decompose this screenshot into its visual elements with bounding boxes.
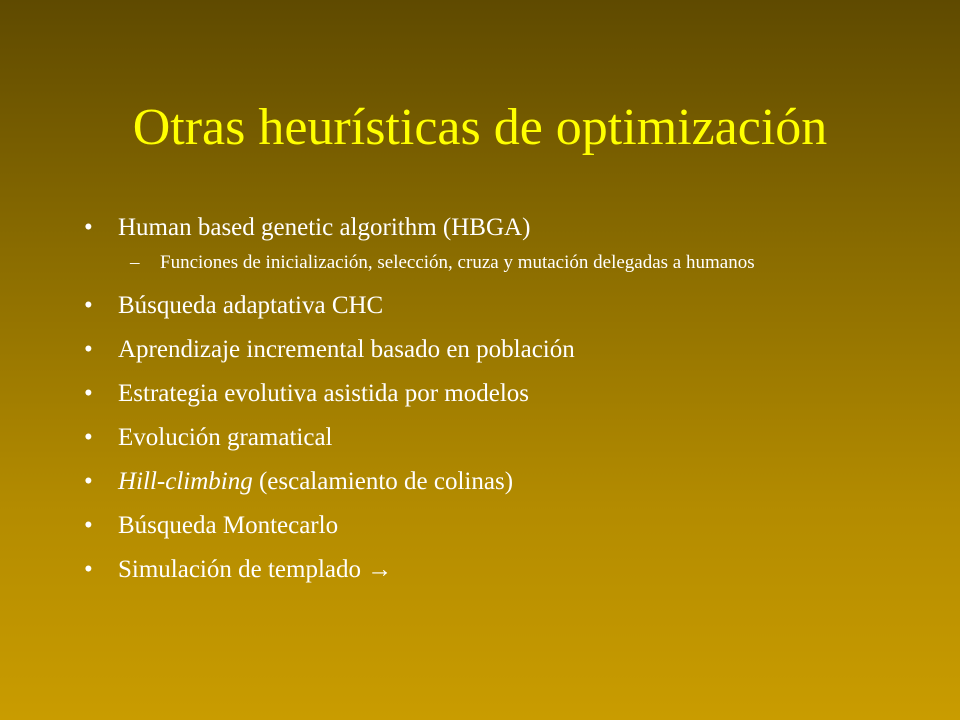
sub-bullet-item bbox=[84, 252, 880, 274]
bullet-marker: • bbox=[84, 380, 93, 407]
bullet-text: Simulación de templado bbox=[118, 556, 362, 583]
bullet-text: (escalamiento de colinas) bbox=[252, 468, 514, 495]
arrow-right-icon: → bbox=[361, 556, 393, 583]
bullet-text: Estrategia evolutiva asistida por modelos bbox=[118, 380, 530, 407]
bullet-list bbox=[84, 212, 884, 598]
bullet-marker: • bbox=[84, 292, 93, 319]
sub-bullet-marker: – bbox=[130, 252, 140, 273]
bullet-text-italic: Hill-climbing bbox=[118, 468, 253, 495]
bullet-marker: • bbox=[84, 336, 93, 363]
bullet-item bbox=[84, 510, 884, 542]
bullet-text: Human based genetic algorithm (HBGA) bbox=[118, 214, 531, 241]
bullet-marker: • bbox=[84, 468, 93, 495]
bullet-item bbox=[84, 422, 884, 454]
bullet-item bbox=[84, 378, 884, 410]
bullet-text: Búsqueda adaptativa CHC bbox=[118, 292, 384, 319]
bullet-item bbox=[84, 290, 884, 322]
bullet-text: Aprendizaje incremental basado en población bbox=[118, 336, 575, 363]
slide-title: Otras heurísticas de optimización bbox=[132, 99, 828, 156]
bullet-marker: • bbox=[84, 214, 93, 241]
bullet-text: Búsqueda Montecarlo bbox=[118, 512, 339, 539]
bullet-item bbox=[84, 212, 884, 244]
bullet-marker: • bbox=[84, 424, 93, 451]
bullet-item bbox=[84, 334, 884, 366]
bullet-marker: • bbox=[84, 512, 93, 539]
bullet-item bbox=[84, 554, 884, 586]
bullet-text: Evolución gramatical bbox=[118, 424, 333, 451]
bullet-item bbox=[84, 466, 884, 498]
sub-bullet-text: Funciones de inicialización, selección, cruza y mutación delegadas a humanos bbox=[160, 252, 755, 273]
bullet-marker: • bbox=[84, 556, 93, 583]
